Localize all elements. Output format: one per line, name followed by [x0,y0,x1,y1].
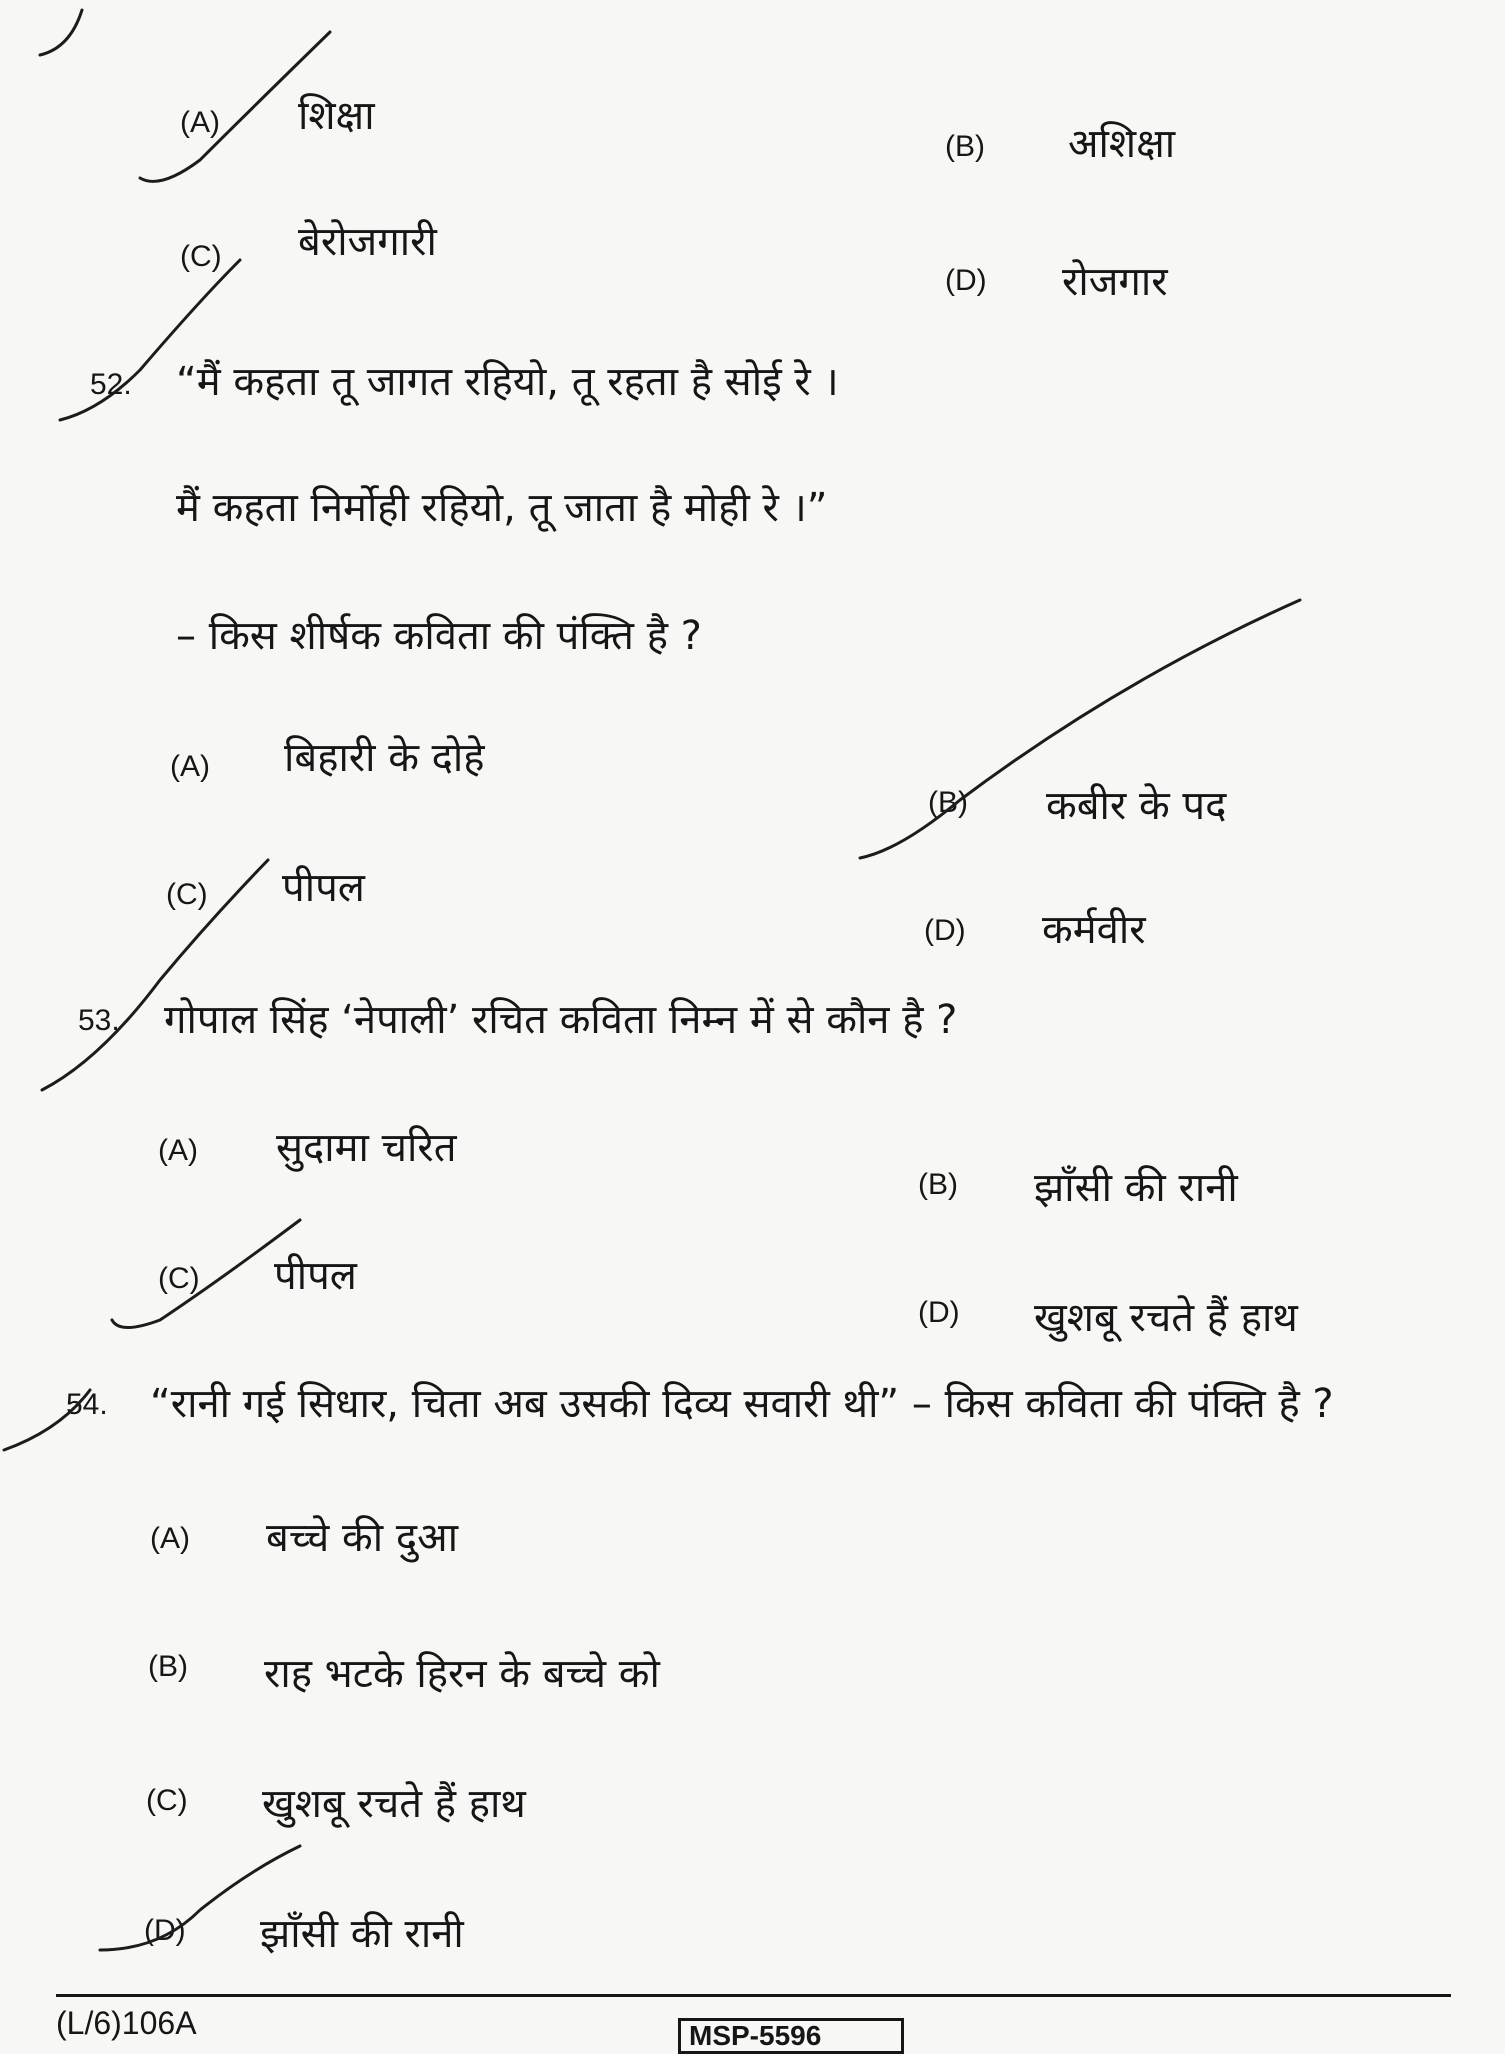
question-text-line-2: मैं कहता निर्मोही रहियो, तू जाता है मोही रे ।” [176,485,828,531]
option-text: रोजगार [1062,259,1168,305]
option-text: कर्मवीर [1042,907,1146,953]
option-label: (B) [928,786,968,819]
option-text: खुशबू रचते हैं हाथ [262,1781,526,1827]
question-number: 54. [66,1388,108,1421]
tick-mark-54 [4,1390,90,1450]
option-label: (B) [918,1168,958,1201]
set-code-box: MSP-5596 [678,2018,904,2054]
tick-mark-52b [860,600,1300,858]
option-label: (C) [158,1262,200,1295]
option-label: (D) [924,914,966,947]
option-label: (D) [144,1914,186,1947]
option-text: पीपल [282,865,365,911]
option-text: खुशबू रचते हैं हाथ [1034,1295,1298,1341]
option-label: (A) [180,106,220,139]
option-label: (C) [180,240,222,273]
option-label: (A) [158,1134,198,1167]
question-text: गोपाल सिंह ‘नेपाली’ रचित कविता निम्न में से कौन है ? [164,997,958,1043]
paper-code: (L/6)106A [56,2005,197,2041]
option-text: बेरोजगारी [298,219,437,265]
option-text: सुदामा चरित [276,1125,457,1171]
tick-mark-53c [112,1220,300,1328]
option-label: (A) [170,750,210,783]
option-label: (A) [150,1522,190,1555]
question-text-line-3: – किस शीर्षक कविता की पंक्ति है ? [176,613,702,659]
question-text: “रानी गई सिधार, चिता अब उसकी दिव्य सवारी थी” – किस कविता की पंक्ति है ? [150,1381,1334,1427]
option-text: बिहारी के दोहे [284,735,485,781]
option-text: कबीर के पद [1046,783,1227,829]
tick-mark-top [40,10,82,55]
tick-mark-51a [140,32,330,181]
tick-mark-54d [100,1846,300,1950]
option-text: झाँसी की रानी [1034,1165,1238,1211]
option-text: राह भटके हिरन के बच्चे को [264,1651,660,1697]
tick-mark-53 [42,860,268,1090]
option-label: (D) [945,264,987,297]
option-label: (C) [146,1784,188,1817]
option-text: बच्चे की दुआ [266,1515,458,1561]
option-text: अशिक्षा [1068,121,1176,167]
option-label: (B) [945,130,985,163]
option-text: पीपल [274,1253,357,1299]
question-text-line-1: “मैं कहता तू जागत रहियो, तू रहता है सोई रे । [176,359,839,405]
option-label: (D) [918,1296,960,1329]
question-number: 52. [90,368,132,401]
option-text: शिक्षा [298,93,375,139]
option-label: (B) [148,1650,188,1683]
question-number: 53. [78,1004,120,1037]
tick-mark-52 [60,260,240,420]
option-label: (C) [166,878,208,911]
option-text: झाँसी की रानी [260,1911,464,1957]
